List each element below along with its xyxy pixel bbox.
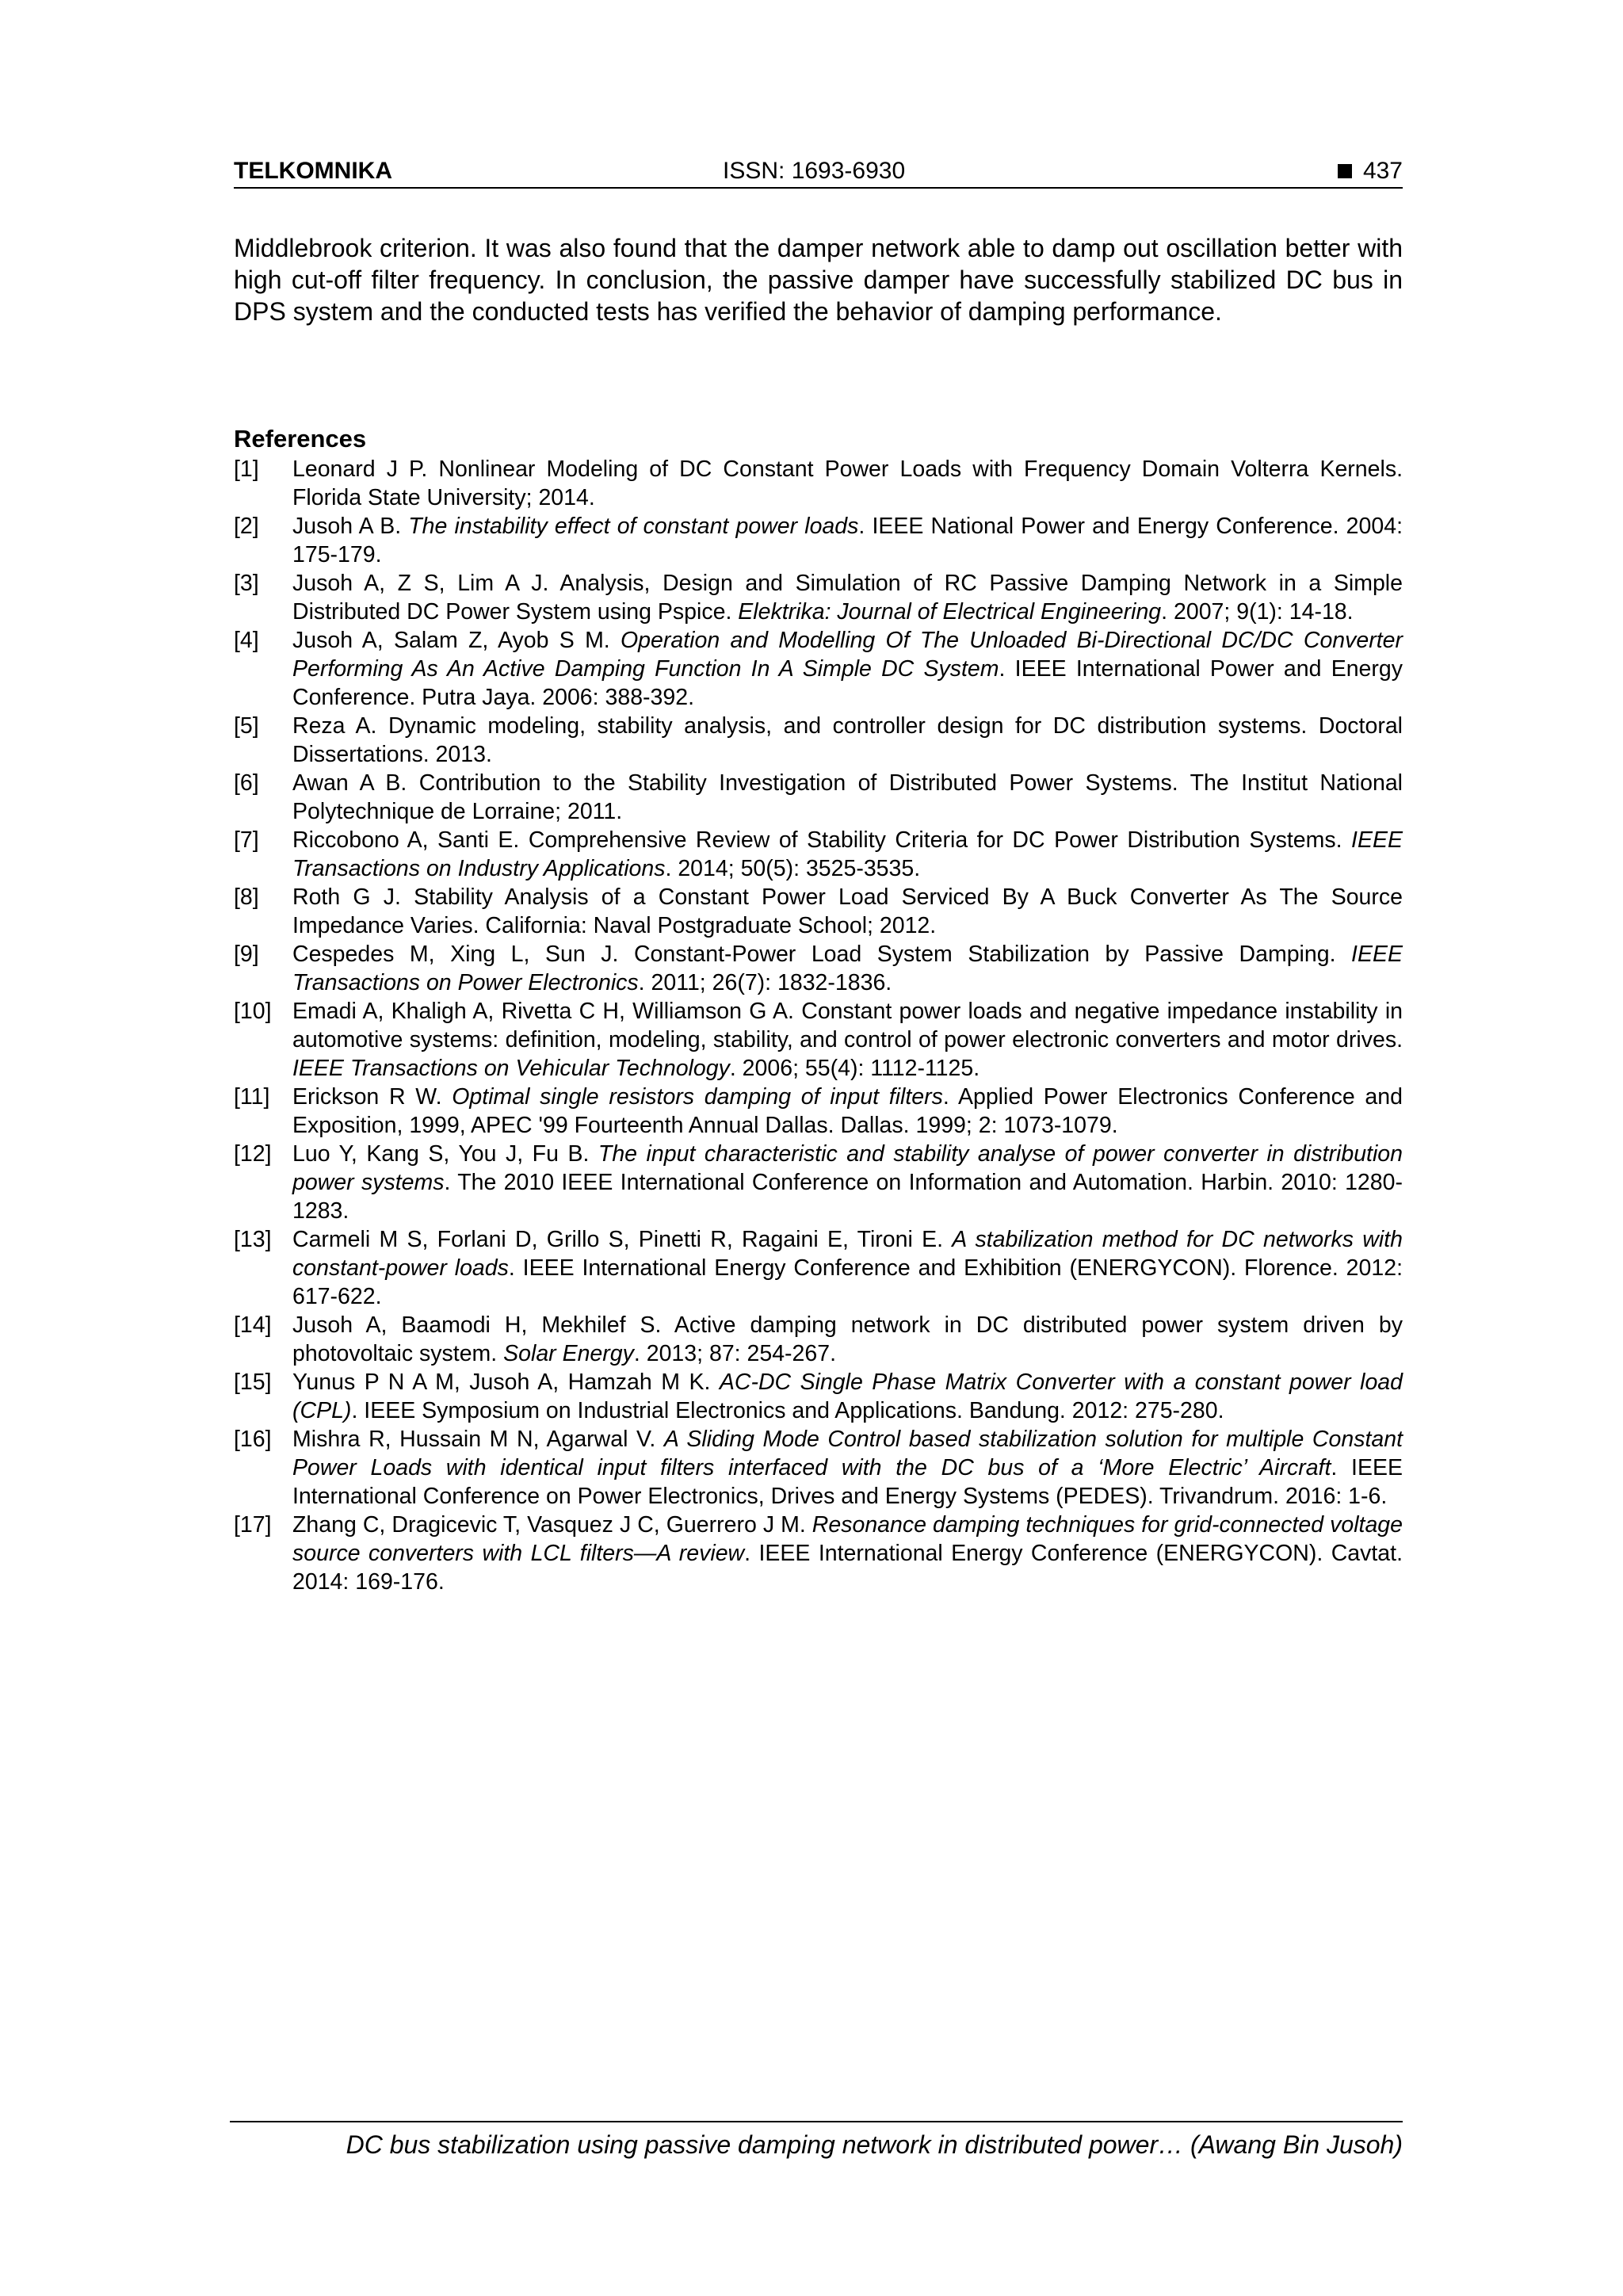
reference-item [234,940,1403,997]
reference-list [234,455,1403,1596]
running-header [234,155,1403,189]
reference-number: [3] [234,571,259,596]
reference-text-part: . 2006; 55(4): 1112-1125. [729,1056,980,1081]
reference-title-italic: Operation and Modelling Of The Unloaded Bi-Directional DC/DC Converter Performing As An Active Damping Function In A Simple DC System [292,628,1403,682]
reference-title-italic: A Sliding Mode Control based stabilization solution for multiple Constant Power Loads with identical input filters interfaced with the DC bus of a ‘More Electric’ Aircraft [292,1427,1403,1480]
reference-text-part: Jusoh A B. [292,514,409,539]
reference-title-italic: IEEE Transactions on Vehicular Technology [292,1056,730,1081]
reference-item [234,1511,1403,1596]
reference-text-part: Carmeli M S, Forlani D, Grillo S, Pinetti R, Ragaini E, Tironi E. [292,1227,953,1252]
reference-text-part: Jusoh A, Z S, Lim A J. Analysis, Design and Simulation of RC Passive Damping Network in a Simple Distributed DC Power System using Pspice. [292,571,1403,625]
reference-text-part: Emadi A, Khaligh A, Rivetta C H, Williamson G A. Constant power loads and negative impedance instability in automotive systems: definition, modeling, stability, and control of power electronic converters and motor drives. [292,999,1403,1052]
reference-item [234,569,1403,626]
reference-number: [14] [234,1312,272,1338]
reference-text-part: . IEEE International Power and Energy Conference. Putra Jaya. 2006: 388-392. [292,656,1403,710]
reference-text-part: . IEEE International Conference on Power Electronics, Drives and Energy Systems (PEDES). Trivandrum. 2016: 1-6. [292,1455,1403,1509]
reference-text-part: Jusoh A, Salam Z, Ayob S M. [292,628,621,653]
reference-number: [13] [234,1227,272,1252]
reference-item [234,455,1403,512]
reference-text-part: Jusoh A, Baamodi H, Mekhilef S. Active damping network in DC distributed power system driven by photovoltaic system. [292,1312,1403,1366]
page-number-block [1338,155,1403,187]
reference-text-part: Erickson R W. [292,1084,453,1110]
reference-number: [1] [234,457,259,482]
reference-text-part: Yunus P N A M, Jusoh A, Hamzah M K. [292,1370,720,1395]
reference-item [234,512,1403,569]
reference-item [234,883,1403,940]
reference-number: [5] [234,713,259,739]
reference-text-part: Leonard J P. Nonlinear Modeling of DC Constant Power Loads with Frequency Domain Volterra Kernels. Florida State University; 2014. [292,457,1403,510]
reference-title-italic: Solar Energy [503,1341,634,1366]
reference-text-part: Cespedes M, Xing L, Sun J. Constant-Power Load System Stabilization by Passive Damping. [292,942,1352,967]
reference-text-part: Awan A B. Contribution to the Stability Investigation of Distributed Power Systems. The Institut National Polytechnique de Lorraine; 2011. [292,770,1403,824]
reference-item [234,712,1403,769]
reference-text [292,512,1403,569]
running-footer: DC bus stabilization using passive damping network in distributed power… (Awang Bin Jusoh) [230,2121,1403,2160]
reference-item [234,997,1403,1083]
reference-number: [4] [234,628,259,653]
reference-title-italic: A stabilization method for DC networks with constant-power loads [292,1227,1403,1281]
reference-text-part: . 2011; 26(7): 1832-1836. [638,970,892,995]
page-number: 437 [1362,158,1403,184]
reference-title-italic: The input characteristic and stability analyse of power converter in distribution power systems [292,1141,1403,1195]
reference-text [292,455,1403,512]
reference-title-italic: Elektrika: Journal of Electrical Engineering [738,599,1162,625]
reference-text [292,769,1403,826]
reference-title-italic: Optimal single resistors damping of input filters [452,1084,943,1110]
reference-number: [6] [234,770,259,796]
reference-text-part: Riccobono A, Santi E. Comprehensive Review of Stability Criteria for DC Power Distribution Systems. [292,827,1352,853]
reference-text-part: Reza A. Dynamic modeling, stability analysis, and controller design for DC distribution systems. Doctoral Dissertations. 2013. [292,713,1403,767]
reference-title-italic: The instability effect of constant power loads [408,514,859,539]
reference-text-part: . 2007; 9(1): 14-18. [1161,599,1354,625]
reference-text [292,826,1403,883]
reference-text-part: Mishra R, Hussain M N, Agarwal V. [292,1427,664,1452]
reference-text-part: . IEEE Symposium on Industrial Electronics and Applications. Bandung. 2012: 275-280. [351,1398,1224,1423]
reference-item [234,1368,1403,1425]
reference-number: [16] [234,1427,272,1452]
reference-number: [11] [234,1084,270,1110]
reference-text-part: . 2014; 50(5): 3525-3535. [665,856,921,881]
reference-item [234,1083,1403,1140]
reference-text-part: Roth G J. Stability Analysis of a Constant Power Load Serviced By A Buck Converter As The Source Impedance Varies. California: Naval Postgraduate School; 2012. [292,884,1403,938]
journal-name: TELKOMNIKA [234,158,392,184]
reference-number: [15] [234,1370,272,1395]
reference-text [292,712,1403,769]
reference-title-italic: Resonance damping techniques for grid-connected voltage source converters with LCL filters—A review [292,1512,1403,1566]
reference-text-part: Luo Y, Kang S, You J, Fu B. [292,1141,598,1167]
reference-text [292,1511,1403,1596]
reference-number: [9] [234,942,259,967]
reference-text-part: Zhang C, Dragicevic T, Vasquez J C, Guerrero J M. [292,1512,812,1538]
reference-text-part: . Applied Power Electronics Conference and Exposition, 1999, APEC '99 Fourteenth Annual Dallas. Dallas. 1999; 2: 1073-1079. [292,1084,1403,1138]
reference-text-part: . IEEE International Energy Conference and Exhibition (ENERGYCON). Florence. 2012: 617-622. [292,1255,1403,1309]
reference-text [292,1225,1403,1311]
reference-number: [2] [234,514,259,539]
reference-title-italic: AC-DC Single Phase Matrix Converter with a constant power load (CPL) [292,1370,1403,1423]
reference-number: [7] [234,827,259,853]
reference-item [234,1425,1403,1511]
reference-text-part: . 2013; 87: 254-267. [633,1341,837,1366]
reference-item [234,626,1403,712]
reference-text-part: . IEEE National Power and Energy Conference. 2004: 175-179. [292,514,1403,567]
reference-item [234,1225,1403,1311]
reference-text-part: . IEEE International Energy Conference (ENERGYCON). Cavtat. 2014: 169-176. [292,1541,1403,1595]
reference-text [292,940,1403,997]
reference-number: [8] [234,884,259,910]
reference-item [234,769,1403,826]
reference-text [292,883,1403,940]
reference-title-italic: IEEE Transactions on Power Electronics [292,942,1403,995]
reference-title-italic: IEEE Transactions on Industry Applications [292,827,1403,881]
reference-item [234,1311,1403,1368]
reference-number: [10] [234,999,272,1024]
body-paragraph: Middlebrook criterion. It was also found that the damper network able to damp out oscillation better with high cut-off filter frequency. In conclusion, the passive damper have successfully stabilized DC bus in DPS system and the conducted tests has verified the behavior of damping performance. [234,234,1403,326]
reference-item [234,826,1403,883]
issn: ISSN: 1693-6930 [723,158,906,184]
reference-number: [12] [234,1141,272,1167]
reference-number: [17] [234,1512,272,1538]
reference-text [292,626,1403,712]
reference-text [292,1368,1403,1425]
reference-item [234,1140,1403,1225]
square-bullet-icon [1338,164,1352,178]
reference-text-part: . The 2010 IEEE International Conference on Information and Automation. Harbin. 2010: 1280-1283. [292,1170,1403,1224]
reference-text [292,1140,1403,1225]
references-heading: References [234,425,367,453]
reference-text [292,997,1403,1083]
reference-text [292,1425,1403,1511]
reference-text [292,1311,1403,1368]
reference-text [292,569,1403,626]
reference-text [292,1083,1403,1140]
